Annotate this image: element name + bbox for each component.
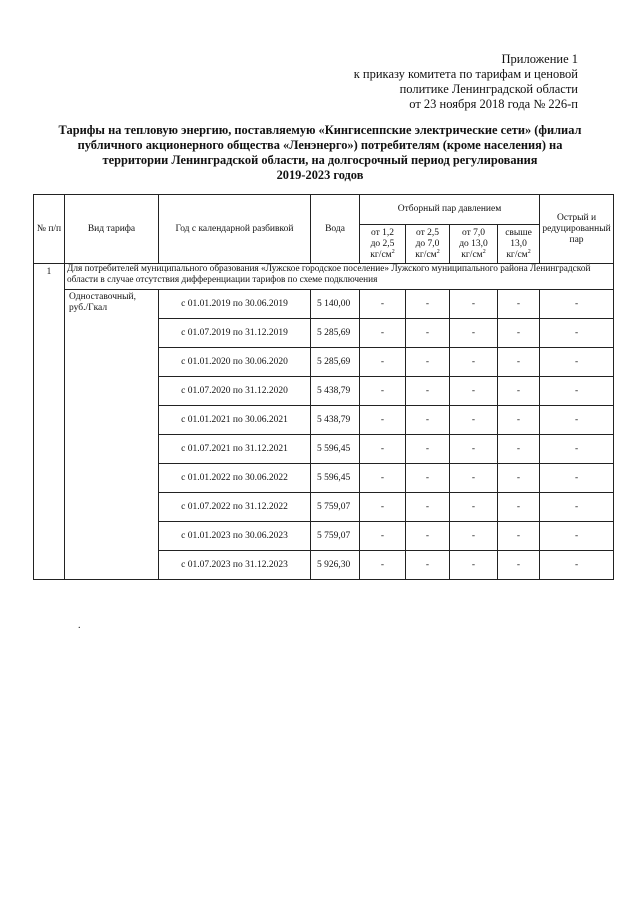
empty-tariff-cell: - [406, 522, 450, 551]
empty-tariff-cell: - [406, 464, 450, 493]
water-tariff-cell: 5 438,79 [311, 406, 360, 435]
empty-tariff-cell: - [406, 435, 450, 464]
pressure-line: от 2,5 [415, 227, 440, 238]
title-line: 2019-2023 годов [276, 168, 364, 182]
period-cell: с 01.07.2021 по 31.12.2021 [159, 435, 311, 464]
water-tariff-cell: 5 596,45 [311, 464, 360, 493]
annex-line: к приказу комитета по тарифам и ценовой [353, 67, 578, 81]
empty-tariff-cell: - [450, 319, 498, 348]
tariff-type-cell: Одноставочный, руб./Гкал [65, 290, 159, 580]
empty-tariff-cell: - [406, 377, 450, 406]
header-steam-pressure [406, 225, 450, 264]
empty-tariff-cell: - [540, 493, 614, 522]
table-row [34, 290, 614, 319]
period-cell: с 01.07.2020 по 31.12.2020 [159, 377, 311, 406]
tariff-table [33, 194, 614, 580]
period-cell: с 01.07.2019 по 31.12.2019 [159, 319, 311, 348]
header-tariff-type: Вид тарифа [65, 195, 159, 264]
empty-tariff-cell: - [450, 406, 498, 435]
empty-tariff-cell: - [498, 377, 540, 406]
header-steam-pressure [360, 225, 406, 264]
annex-line: политике Ленинградской области [399, 82, 578, 96]
pressure-unit: $кг/см^2$ [415, 248, 440, 260]
empty-tariff-cell: - [450, 522, 498, 551]
empty-tariff-cell: - [450, 377, 498, 406]
title-line: территории Ленинградской области, на долгосрочный период регулирования [102, 153, 538, 167]
header-water: Вода [311, 195, 360, 264]
empty-tariff-cell: - [498, 493, 540, 522]
water-tariff-cell: 5 438,79 [311, 377, 360, 406]
empty-tariff-cell: - [540, 406, 614, 435]
header-steam-pressure [498, 225, 540, 264]
empty-tariff-cell: - [450, 348, 498, 377]
empty-tariff-cell: - [540, 290, 614, 319]
empty-tariff-cell: - [498, 319, 540, 348]
empty-tariff-cell: - [540, 435, 614, 464]
empty-tariff-cell: - [360, 464, 406, 493]
empty-tariff-cell: - [450, 464, 498, 493]
period-cell: с 01.01.2023 по 30.06.2023 [159, 522, 311, 551]
empty-tariff-cell: - [540, 348, 614, 377]
header-num: № п/п [34, 195, 65, 264]
empty-tariff-cell: - [450, 435, 498, 464]
empty-tariff-cell: - [450, 493, 498, 522]
empty-tariff-cell: - [498, 551, 540, 580]
empty-tariff-cell: - [360, 551, 406, 580]
pressure-unit: $кг/см^2$ [461, 248, 486, 260]
empty-tariff-cell: - [450, 551, 498, 580]
period-cell: с 01.01.2022 по 30.06.2022 [159, 464, 311, 493]
water-tariff-cell: 5 285,69 [311, 348, 360, 377]
pressure-line: от 1,2 [370, 227, 395, 238]
period-cell: с 01.01.2021 по 30.06.2021 [159, 406, 311, 435]
title-line: публичного акционерного общества «Ленэнерго») потребителям (кроме населения) на [77, 138, 563, 152]
empty-tariff-cell: - [360, 435, 406, 464]
pressure-line: до 13,0 [459, 238, 488, 249]
water-tariff-cell: 5 596,45 [311, 435, 360, 464]
empty-tariff-cell: - [498, 522, 540, 551]
empty-tariff-cell: - [540, 551, 614, 580]
empty-tariff-cell: - [540, 464, 614, 493]
empty-tariff-cell: - [360, 290, 406, 319]
empty-tariff-cell: - [360, 406, 406, 435]
title-line: Тарифы на тепловую энергию, поставляемую «Кингисеппские электрические сети» (филиал [58, 123, 582, 137]
pressure-unit: $кг/см^2$ [506, 248, 531, 260]
water-tariff-cell: 5 759,07 [311, 522, 360, 551]
empty-tariff-cell: - [498, 435, 540, 464]
empty-tariff-cell: - [360, 377, 406, 406]
empty-tariff-cell: - [406, 290, 450, 319]
empty-tariff-cell: - [450, 290, 498, 319]
pressure-unit: $кг/см^2$ [370, 248, 395, 260]
header-period: Год с календарной разбивкой [159, 195, 311, 264]
period-cell: с 01.07.2022 по 31.12.2022 [159, 493, 311, 522]
empty-tariff-cell: - [498, 406, 540, 435]
empty-tariff-cell: - [498, 464, 540, 493]
water-tariff-cell: 5 285,69 [311, 319, 360, 348]
annex-line: Приложение 1 [501, 52, 578, 66]
empty-tariff-cell: - [540, 522, 614, 551]
header-steam-pressure [450, 225, 498, 264]
empty-tariff-cell: - [360, 319, 406, 348]
empty-tariff-cell: - [406, 551, 450, 580]
water-tariff-cell: 5 759,07 [311, 493, 360, 522]
empty-tariff-cell: - [406, 319, 450, 348]
annex-line: от 23 ноября 2018 года № 226-п [409, 97, 578, 111]
pressure-line: до 7,0 [415, 238, 440, 249]
empty-tariff-cell: - [406, 348, 450, 377]
period-cell: с 01.07.2023 по 31.12.2023 [159, 551, 311, 580]
annex-header [278, 52, 578, 112]
period-cell: с 01.01.2019 по 30.06.2019 [159, 290, 311, 319]
empty-tariff-cell: - [540, 377, 614, 406]
footer-mark: . [78, 620, 81, 631]
pressure-line: до 2,5 [370, 238, 395, 249]
period-cell: с 01.01.2020 по 30.06.2020 [159, 348, 311, 377]
empty-tariff-cell: - [360, 493, 406, 522]
pressure-line: свыше [505, 227, 532, 238]
header-sharp-steam: Острый и редуцированный пар [540, 195, 614, 264]
document-title [40, 123, 600, 183]
empty-tariff-cell: - [406, 493, 450, 522]
pressure-line: 13,0 [510, 238, 527, 249]
section-note: Для потребителей муниципального образования «Лужское городское поселение» Лужского муниципального района Ленинградской области в случае отсутствия дифференциации тарифов по схеме подключения [65, 264, 614, 290]
empty-tariff-cell: - [540, 319, 614, 348]
water-tariff-cell: 5 926,30 [311, 551, 360, 580]
header-steam-group: Отборный пар давлением [360, 195, 540, 225]
empty-tariff-cell: - [360, 348, 406, 377]
empty-tariff-cell: - [360, 522, 406, 551]
empty-tariff-cell: - [498, 348, 540, 377]
empty-tariff-cell: - [498, 290, 540, 319]
water-tariff-cell: 5 140,00 [311, 290, 360, 319]
pressure-line: от 7,0 [461, 227, 486, 238]
section-number: 1 [34, 264, 65, 580]
empty-tariff-cell: - [406, 406, 450, 435]
